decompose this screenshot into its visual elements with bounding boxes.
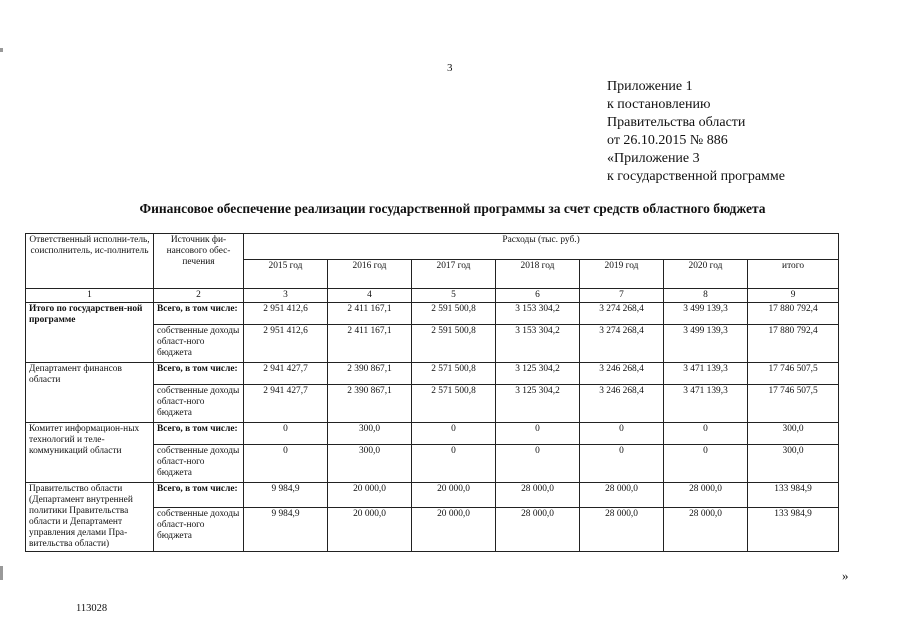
year-value-cell: 0 bbox=[412, 445, 496, 483]
responsible-executor-cell: Правительство области (Департамент внутренней политики Правительства области и Департамент управления делами Пра-вительства области) bbox=[26, 483, 154, 552]
year-value-cell: 28 000,0 bbox=[496, 483, 580, 508]
page-number: 3 bbox=[447, 62, 453, 74]
appendix-line: Правительства области bbox=[607, 115, 746, 130]
funding-source-cell: собственные доходы област-ного бюджета bbox=[154, 445, 244, 483]
year-value-cell: 2 591 500,8 bbox=[412, 325, 496, 363]
year-value-cell: 3 274 268,4 bbox=[580, 303, 664, 325]
funding-source-cell: Всего, в том числе: bbox=[154, 423, 244, 445]
scan-edge-mark bbox=[0, 48, 3, 52]
column-number: 4 bbox=[328, 289, 412, 303]
year-value-cell: 28 000,0 bbox=[496, 508, 580, 552]
year-value-cell: 300,0 bbox=[328, 445, 412, 483]
funding-source-cell: Всего, в том числе: bbox=[154, 483, 244, 508]
total-value-cell: 17 880 792,4 bbox=[748, 303, 839, 325]
year-value-cell: 28 000,0 bbox=[580, 483, 664, 508]
year-value-cell: 28 000,0 bbox=[664, 508, 748, 552]
year-value-cell: 300,0 bbox=[328, 423, 412, 445]
total-value-cell: 133 984,9 bbox=[748, 483, 839, 508]
year-value-cell: 2 951 412,6 bbox=[244, 325, 328, 363]
year-value-cell: 0 bbox=[412, 423, 496, 445]
table-row bbox=[26, 303, 839, 325]
year-value-cell: 2 411 167,1 bbox=[328, 325, 412, 363]
total-value-cell: 133 984,9 bbox=[748, 508, 839, 552]
year-value-cell: 3 153 304,2 bbox=[496, 303, 580, 325]
year-value-cell: 28 000,0 bbox=[580, 508, 664, 552]
year-value-cell: 0 bbox=[496, 445, 580, 483]
closing-quote: » bbox=[842, 568, 849, 583]
header-source: Источник фи-нансового обес-печения bbox=[154, 234, 244, 289]
year-value-cell: 3 246 268,4 bbox=[580, 385, 664, 423]
total-value-cell: 17 746 507,5 bbox=[748, 363, 839, 385]
total-value-cell: 17 746 507,5 bbox=[748, 385, 839, 423]
financing-table bbox=[25, 233, 839, 552]
column-number: 2 bbox=[154, 289, 244, 303]
document-title: Финансовое обеспечение реализации государственной программы за счет средств областного бюджета bbox=[139, 201, 766, 216]
year-value-cell: 20 000,0 bbox=[412, 483, 496, 508]
column-number: 5 bbox=[412, 289, 496, 303]
footer-code: 113028 bbox=[76, 603, 108, 614]
total-value-cell: 17 880 792,4 bbox=[748, 325, 839, 363]
year-value-cell: 0 bbox=[244, 445, 328, 483]
year-value-cell: 0 bbox=[580, 423, 664, 445]
total-value-cell: 300,0 bbox=[748, 445, 839, 483]
year-value-cell: 20 000,0 bbox=[328, 483, 412, 508]
year-value-cell: 20 000,0 bbox=[412, 508, 496, 552]
year-value-cell: 9 984,9 bbox=[244, 508, 328, 552]
appendix-line: Приложение 1 bbox=[607, 79, 693, 94]
appendix-line: к постановлению bbox=[607, 97, 711, 112]
year-value-cell: 0 bbox=[496, 423, 580, 445]
year-value-cell: 3 274 268,4 bbox=[580, 325, 664, 363]
header-year: 2015 год bbox=[244, 260, 328, 289]
funding-source-cell: собственные доходы област-ного бюджета bbox=[154, 385, 244, 423]
funding-source-cell: Всего, в том числе: bbox=[154, 363, 244, 385]
year-value-cell: 3 471 139,3 bbox=[664, 385, 748, 423]
column-number: 8 bbox=[664, 289, 748, 303]
header-year: 2018 год bbox=[496, 260, 580, 289]
funding-source-cell: собственные доходы област-ного бюджета bbox=[154, 508, 244, 552]
header-responsible: Ответственный исполни-тель, соисполнитель, ис-полнитель bbox=[26, 234, 154, 289]
total-value-cell: 300,0 bbox=[748, 423, 839, 445]
header-expenses: Расходы (тыс. руб.) bbox=[244, 234, 839, 260]
appendix-line: «Приложение 3 bbox=[607, 151, 700, 166]
funding-source-cell: собственные доходы област-ного бюджета bbox=[154, 325, 244, 363]
header-year: 2016 год bbox=[328, 260, 412, 289]
year-value-cell: 9 984,9 bbox=[244, 483, 328, 508]
year-value-cell: 3 125 304,2 bbox=[496, 363, 580, 385]
year-value-cell: 3 471 139,3 bbox=[664, 363, 748, 385]
header-year: 2020 год bbox=[664, 260, 748, 289]
year-value-cell: 2 390 867,1 bbox=[328, 385, 412, 423]
responsible-executor-cell: Итого по государствен-ной программе bbox=[26, 303, 154, 363]
year-value-cell: 3 153 304,2 bbox=[496, 325, 580, 363]
year-value-cell: 3 125 304,2 bbox=[496, 385, 580, 423]
column-number: 3 bbox=[244, 289, 328, 303]
year-value-cell: 3 246 268,4 bbox=[580, 363, 664, 385]
table-row bbox=[26, 423, 839, 445]
scan-edge-mark bbox=[0, 566, 3, 580]
year-value-cell: 3 499 139,3 bbox=[664, 325, 748, 363]
header-year: 2017 год bbox=[412, 260, 496, 289]
column-number: 9 bbox=[748, 289, 839, 303]
funding-source-cell: Всего, в том числе: bbox=[154, 303, 244, 325]
year-value-cell: 2 571 500,8 bbox=[412, 363, 496, 385]
header-total: итого bbox=[748, 260, 839, 289]
year-value-cell: 2 390 867,1 bbox=[328, 363, 412, 385]
column-number: 6 bbox=[496, 289, 580, 303]
year-value-cell: 0 bbox=[664, 423, 748, 445]
year-value-cell: 0 bbox=[664, 445, 748, 483]
year-value-cell: 28 000,0 bbox=[664, 483, 748, 508]
column-number: 1 bbox=[26, 289, 154, 303]
appendix-line: от 26.10.2015 № 886 bbox=[607, 133, 728, 148]
responsible-executor-cell: Комитет информацион-ных технологий и теле-коммуникаций области bbox=[26, 423, 154, 483]
responsible-executor-cell: Департамент финансов области bbox=[26, 363, 154, 423]
appendix-note bbox=[607, 78, 785, 186]
year-value-cell: 0 bbox=[580, 445, 664, 483]
header-year: 2019 год bbox=[580, 260, 664, 289]
year-value-cell: 2 571 500,8 bbox=[412, 385, 496, 423]
year-value-cell: 2 411 167,1 bbox=[328, 303, 412, 325]
year-value-cell: 3 499 139,3 bbox=[664, 303, 748, 325]
year-value-cell: 2 941 427,7 bbox=[244, 363, 328, 385]
appendix-line: к государственной программе bbox=[607, 169, 785, 184]
table-row bbox=[26, 363, 839, 385]
column-number: 7 bbox=[580, 289, 664, 303]
year-value-cell: 2 951 412,6 bbox=[244, 303, 328, 325]
table-row bbox=[26, 483, 839, 508]
year-value-cell: 2 591 500,8 bbox=[412, 303, 496, 325]
year-value-cell: 0 bbox=[244, 423, 328, 445]
year-value-cell: 2 941 427,7 bbox=[244, 385, 328, 423]
year-value-cell: 20 000,0 bbox=[328, 508, 412, 552]
